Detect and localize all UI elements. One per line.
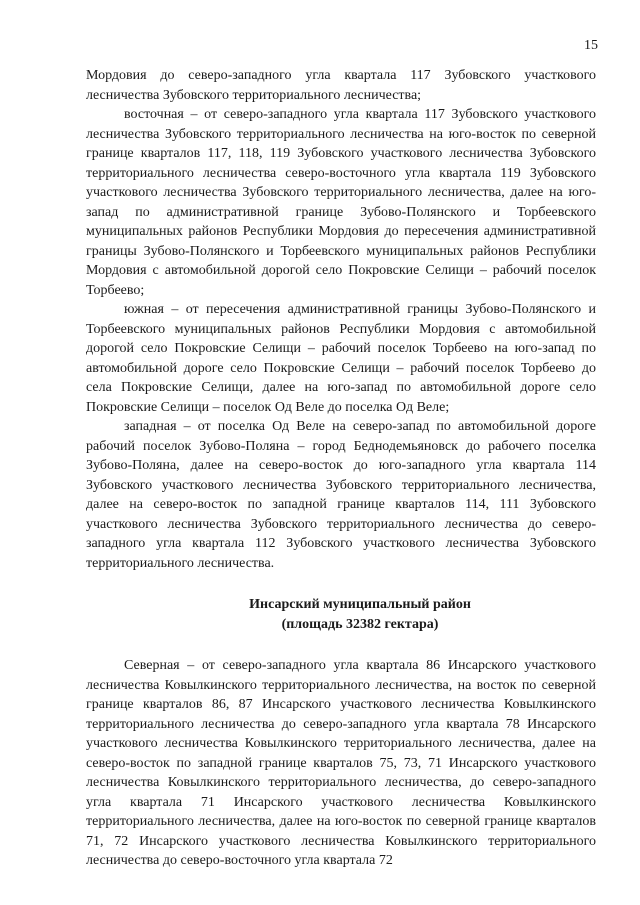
paragraph-west-boundary: западная – от поселка Од Веле на северо-запад по автомобильной дороге рабочий поселок Зубово-Поляна – город Беднодемьяновск до рабочего поселка Зубово-Поляна, далее на северо-восток до юго-западного угла квартала 114 Зубовского участкового лесничества Зубовского территориального лесничества, далее на северо-восток по западной границе кварталов 114, 111 Зубовского участкового лесничества Зубовского территориального лесничества до северо-западного угла квартала 112 Зубовского участкового лесничества Зубовского территориального лесничества. <box>86 419 596 571</box>
paragraph-continuation: Мордовия до северо-западного угла квартала 117 Зубовского участкового лесничества Зубовского территориального лесничества; <box>86 68 596 103</box>
paragraph-south-boundary: южная – от пересечения административной границы Зубово-Полянского и Торбеевского муниципальных районов Республики Мордовия с автомобильной дорогой село Покровские Селищи – рабочий поселок Торбеево на юго-запад по автомобильной дороге село Покровские Селищи – рабочий поселок Торбеево до села Покровские Селищи, далее на юго-запад по автомобильной дороге село Покровские Селищи – поселок Од Веле до поселка Од Веле; <box>86 302 596 415</box>
document-body <box>86 66 596 871</box>
paragraph-north-boundary: Северная – от северо-западного угла квартала 86 Инсарского участкового лесничества Ковылкинского территориального лесничества, на восток по северной границе кварталов 86, 87 Инсарского участкового лесничества Ковылкинского территориального лесничества до северо-западного угла квартала 78 Инсарского участкового лесничества Ковылкинского территориального лесничества, далее на северо-восток по западной границе кварталов 75, 73, 71 Инсарского участкового лесничества Ковылкинского территориального лесничества, до северо-западного угла квартала 71 Инсарского участкового лесничества Ковылкинского территориального лесничества, далее на юго-восток по северной границе кварталов 71, 72 Инсарского участкового лесничества Ковылкинского территориального лесничества до северо-восточного угла квартала 72 <box>86 658 596 868</box>
section-title: Инсарский муниципальный район <box>249 597 471 612</box>
page-number: 15 <box>584 38 598 53</box>
section-subtitle: (площадь 32382 гектара) <box>281 616 439 632</box>
paragraph-east-boundary: восточная – от северо-западного угла квартала 117 Зубовского участкового лесничества Зубовского территориального лесничества на юго-восток по северной границе кварталов 117, 118, 119 Зубовского участкового лесничества Зубовского территориального лесничества северо-восточного угла квартала 119 Зубовского участкового лесничества Зубовского территориального лесничества, далее на юго-запад по административной границе Зубово-Полянского и Торбеевского муниципальных районов Республики Мордовия до пересечения административной границы Зубово-Полянского и Торбеевского муниципальных районов Республики Мордовия с автомобильной дорогой село Покровские Селищи – рабочий поселок Торбеево; <box>86 107 596 298</box>
section-heading-block <box>86 595 596 634</box>
